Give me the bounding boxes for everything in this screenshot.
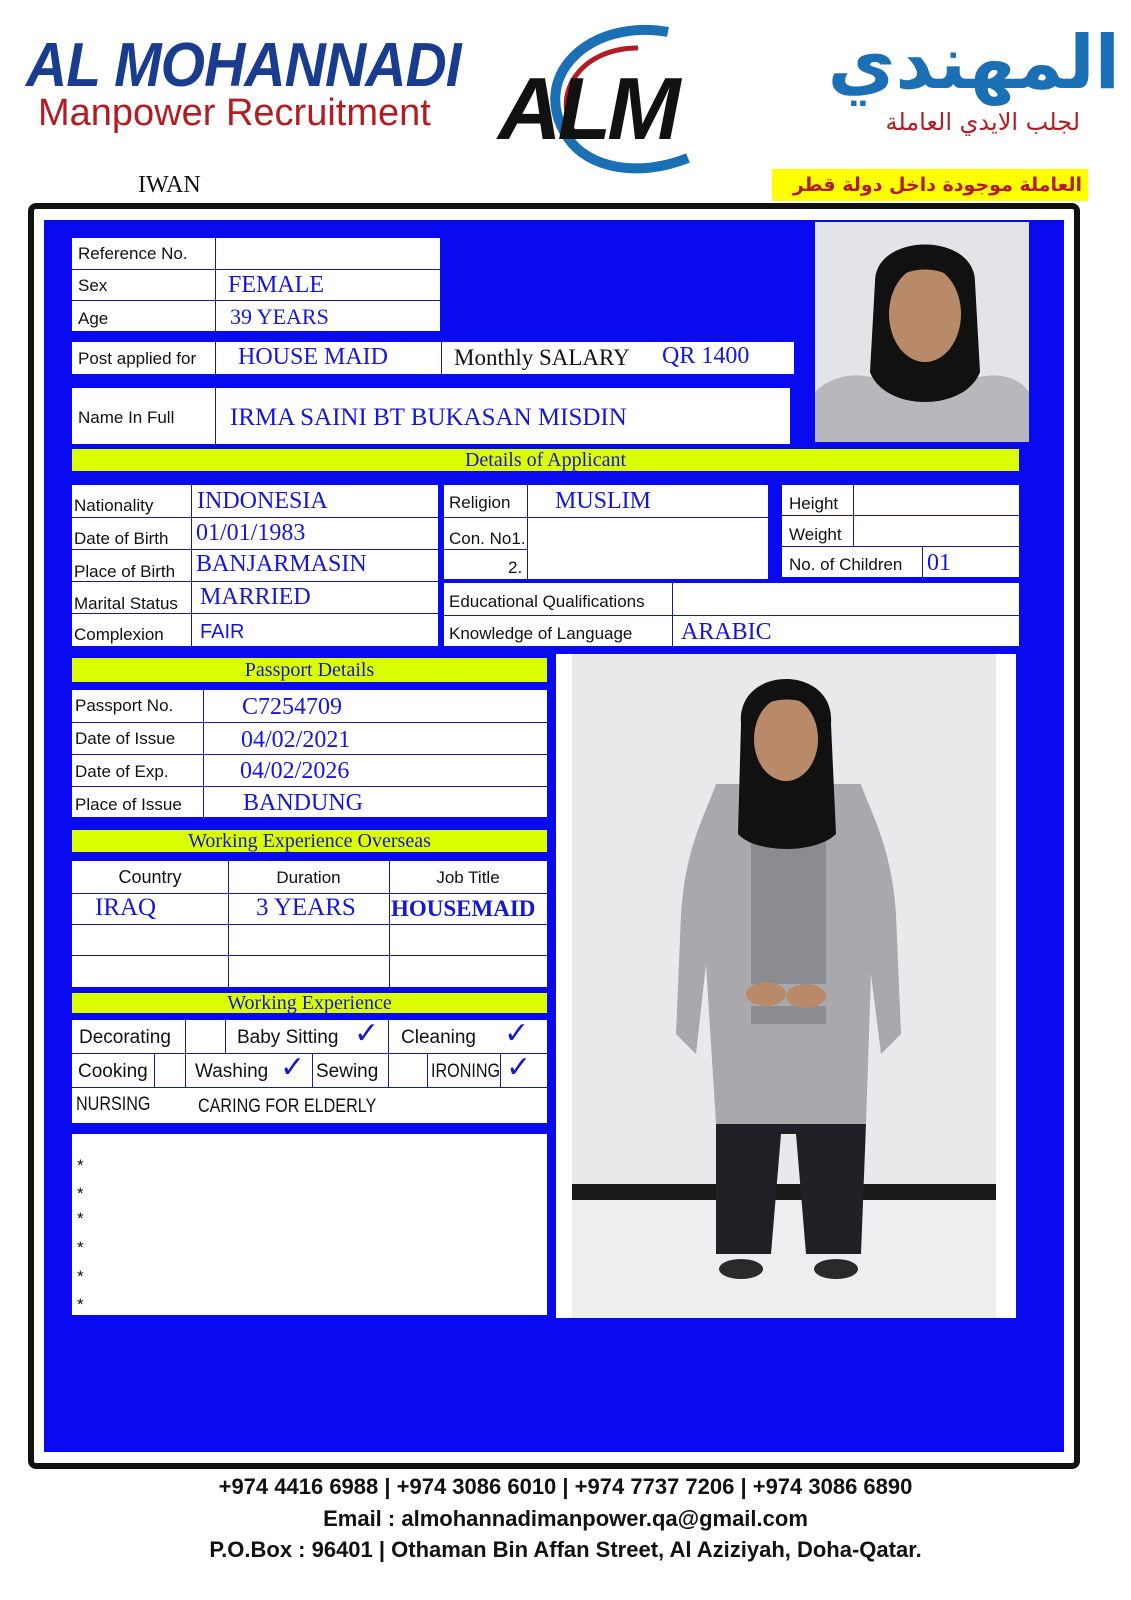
language-label: Knowledge of Language [449, 624, 633, 643]
dob-value: 01/01/1983 [196, 520, 306, 546]
arabic-brand-subtitle: لجلب الايدي العاملة [885, 108, 1080, 136]
weight-label: Weight [789, 525, 842, 544]
footer-address: P.O.Box : 96401 | Othaman Bin Affan Street, Al Aziziyah, Doha-Qatar. [209, 1537, 922, 1562]
post-label: Post applied for [78, 349, 197, 368]
con1-label: Con. No1. [449, 529, 526, 548]
nationality-label: Nationality [74, 496, 154, 515]
full-name-value: IRMA SAINI BT BUKASAN MISDIN [230, 404, 627, 431]
passport-no-value: C7254709 [242, 694, 343, 720]
dob-label: Date of Birth [74, 529, 169, 548]
reference-label: Reference No. [78, 244, 188, 263]
skill-cooking: Cooking [78, 1061, 148, 1082]
marital-value: MARRIED [200, 584, 311, 610]
washing-check-icon: ✓ [280, 1050, 306, 1085]
age-label: Age [78, 309, 109, 328]
pob-value: BANJARMASIN [196, 551, 367, 577]
skill-sewing: Sewing [316, 1061, 379, 1082]
marital-label: Marital Status [74, 594, 178, 613]
skill-washing: Washing [195, 1061, 269, 1082]
portrait-figure-icon [815, 222, 1029, 442]
salary-label: Monthly SALARY [454, 345, 630, 370]
sex-value: FEMALE [228, 272, 324, 298]
remark-bullet: * [77, 1156, 84, 1175]
alm-logo: ALM [498, 59, 677, 158]
cleaning-check-icon: ✓ [504, 1016, 530, 1051]
complexion-value: FAIR [200, 621, 245, 643]
ironing-check-icon: ✓ [506, 1050, 532, 1085]
passport-issue-value: 04/02/2021 [241, 727, 351, 753]
applicant-portrait-photo [815, 222, 1029, 442]
skill-caring-elderly: CARING FOR ELDERLY [198, 1096, 377, 1117]
passport-band: Passport Details [72, 658, 547, 682]
post-value: HOUSE MAID [238, 344, 388, 370]
height-label: Height [789, 494, 839, 513]
baby-sitting-check-icon: ✓ [354, 1016, 380, 1051]
remark-bullet: * [77, 1295, 84, 1314]
remark-bullet: * [77, 1267, 84, 1286]
age-value: 39 YEARS [230, 304, 329, 329]
complexion-label: Complexion [74, 625, 164, 644]
full-body-figure-icon [556, 654, 1016, 1318]
skill-baby-sitting: Baby Sitting [237, 1027, 339, 1048]
nationality-value: INDONESIA [197, 488, 328, 514]
overseas-header-country: Country [118, 867, 182, 887]
passport-no-label: Passport No. [75, 696, 174, 715]
details-band: Details of Applicant [72, 449, 1019, 471]
agent-name: IWAN [138, 172, 201, 198]
passport-place-value: BANDUNG [243, 790, 363, 816]
applicant-full-photo [556, 654, 1016, 1318]
remark-bullet: * [77, 1209, 84, 1228]
overseas-duration-value: 3 YEARS [256, 894, 356, 921]
overseas-header-job: Job Title [436, 868, 500, 887]
arabic-brand-name: المهندي [827, 20, 1120, 106]
religion-value: MUSLIM [555, 488, 652, 514]
overseas-header-duration: Duration [276, 868, 341, 887]
passport-exp-label: Date of Exp. [75, 762, 169, 781]
brand-title: AL MOHANNADI [26, 31, 461, 100]
passport-exp-value: 04/02/2026 [240, 758, 350, 784]
experience-band: Working Experience [72, 993, 547, 1013]
language-value: ARABIC [681, 619, 772, 645]
sex-label: Sex [78, 276, 108, 295]
religion-label: Religion [449, 493, 511, 512]
salary-value: QR 1400 [662, 343, 750, 369]
skill-ironing: IRONING [431, 1061, 501, 1082]
remark-bullet: * [77, 1184, 84, 1203]
footer-email: Email : almohannadimanpower.qa@gmail.com [323, 1506, 808, 1531]
brand-subtitle: Manpower Recruitment [38, 92, 431, 134]
children-value: 01 [927, 550, 951, 576]
footer-phones: +974 4416 6988 | +974 3086 6010 | +974 7737 7206 | +974 3086 6890 [218, 1474, 913, 1499]
pob-label: Place of Birth [74, 562, 176, 581]
skill-cleaning: Cleaning [401, 1027, 476, 1048]
overseas-country-value: IRAQ [95, 894, 157, 921]
overseas-band: Working Experience Overseas [72, 830, 547, 852]
con2-label: 2. [508, 558, 523, 577]
overseas-job-value: HOUSEMAID [391, 896, 536, 921]
name-label: Name In Full [78, 408, 175, 427]
children-label: No. of Children [789, 555, 903, 574]
in-qatar-banner: العاملة موجودة داخل دولة قطر [772, 169, 1088, 201]
passport-issue-label: Date of Issue [75, 729, 176, 748]
passport-place-label: Place of Issue [75, 795, 182, 814]
skill-decorating: Decorating [79, 1027, 171, 1048]
skill-nursing: NURSING [76, 1094, 151, 1115]
education-label: Educational Qualifications [449, 592, 645, 611]
remarks-box [72, 1134, 547, 1315]
remark-bullet: * [77, 1238, 84, 1257]
